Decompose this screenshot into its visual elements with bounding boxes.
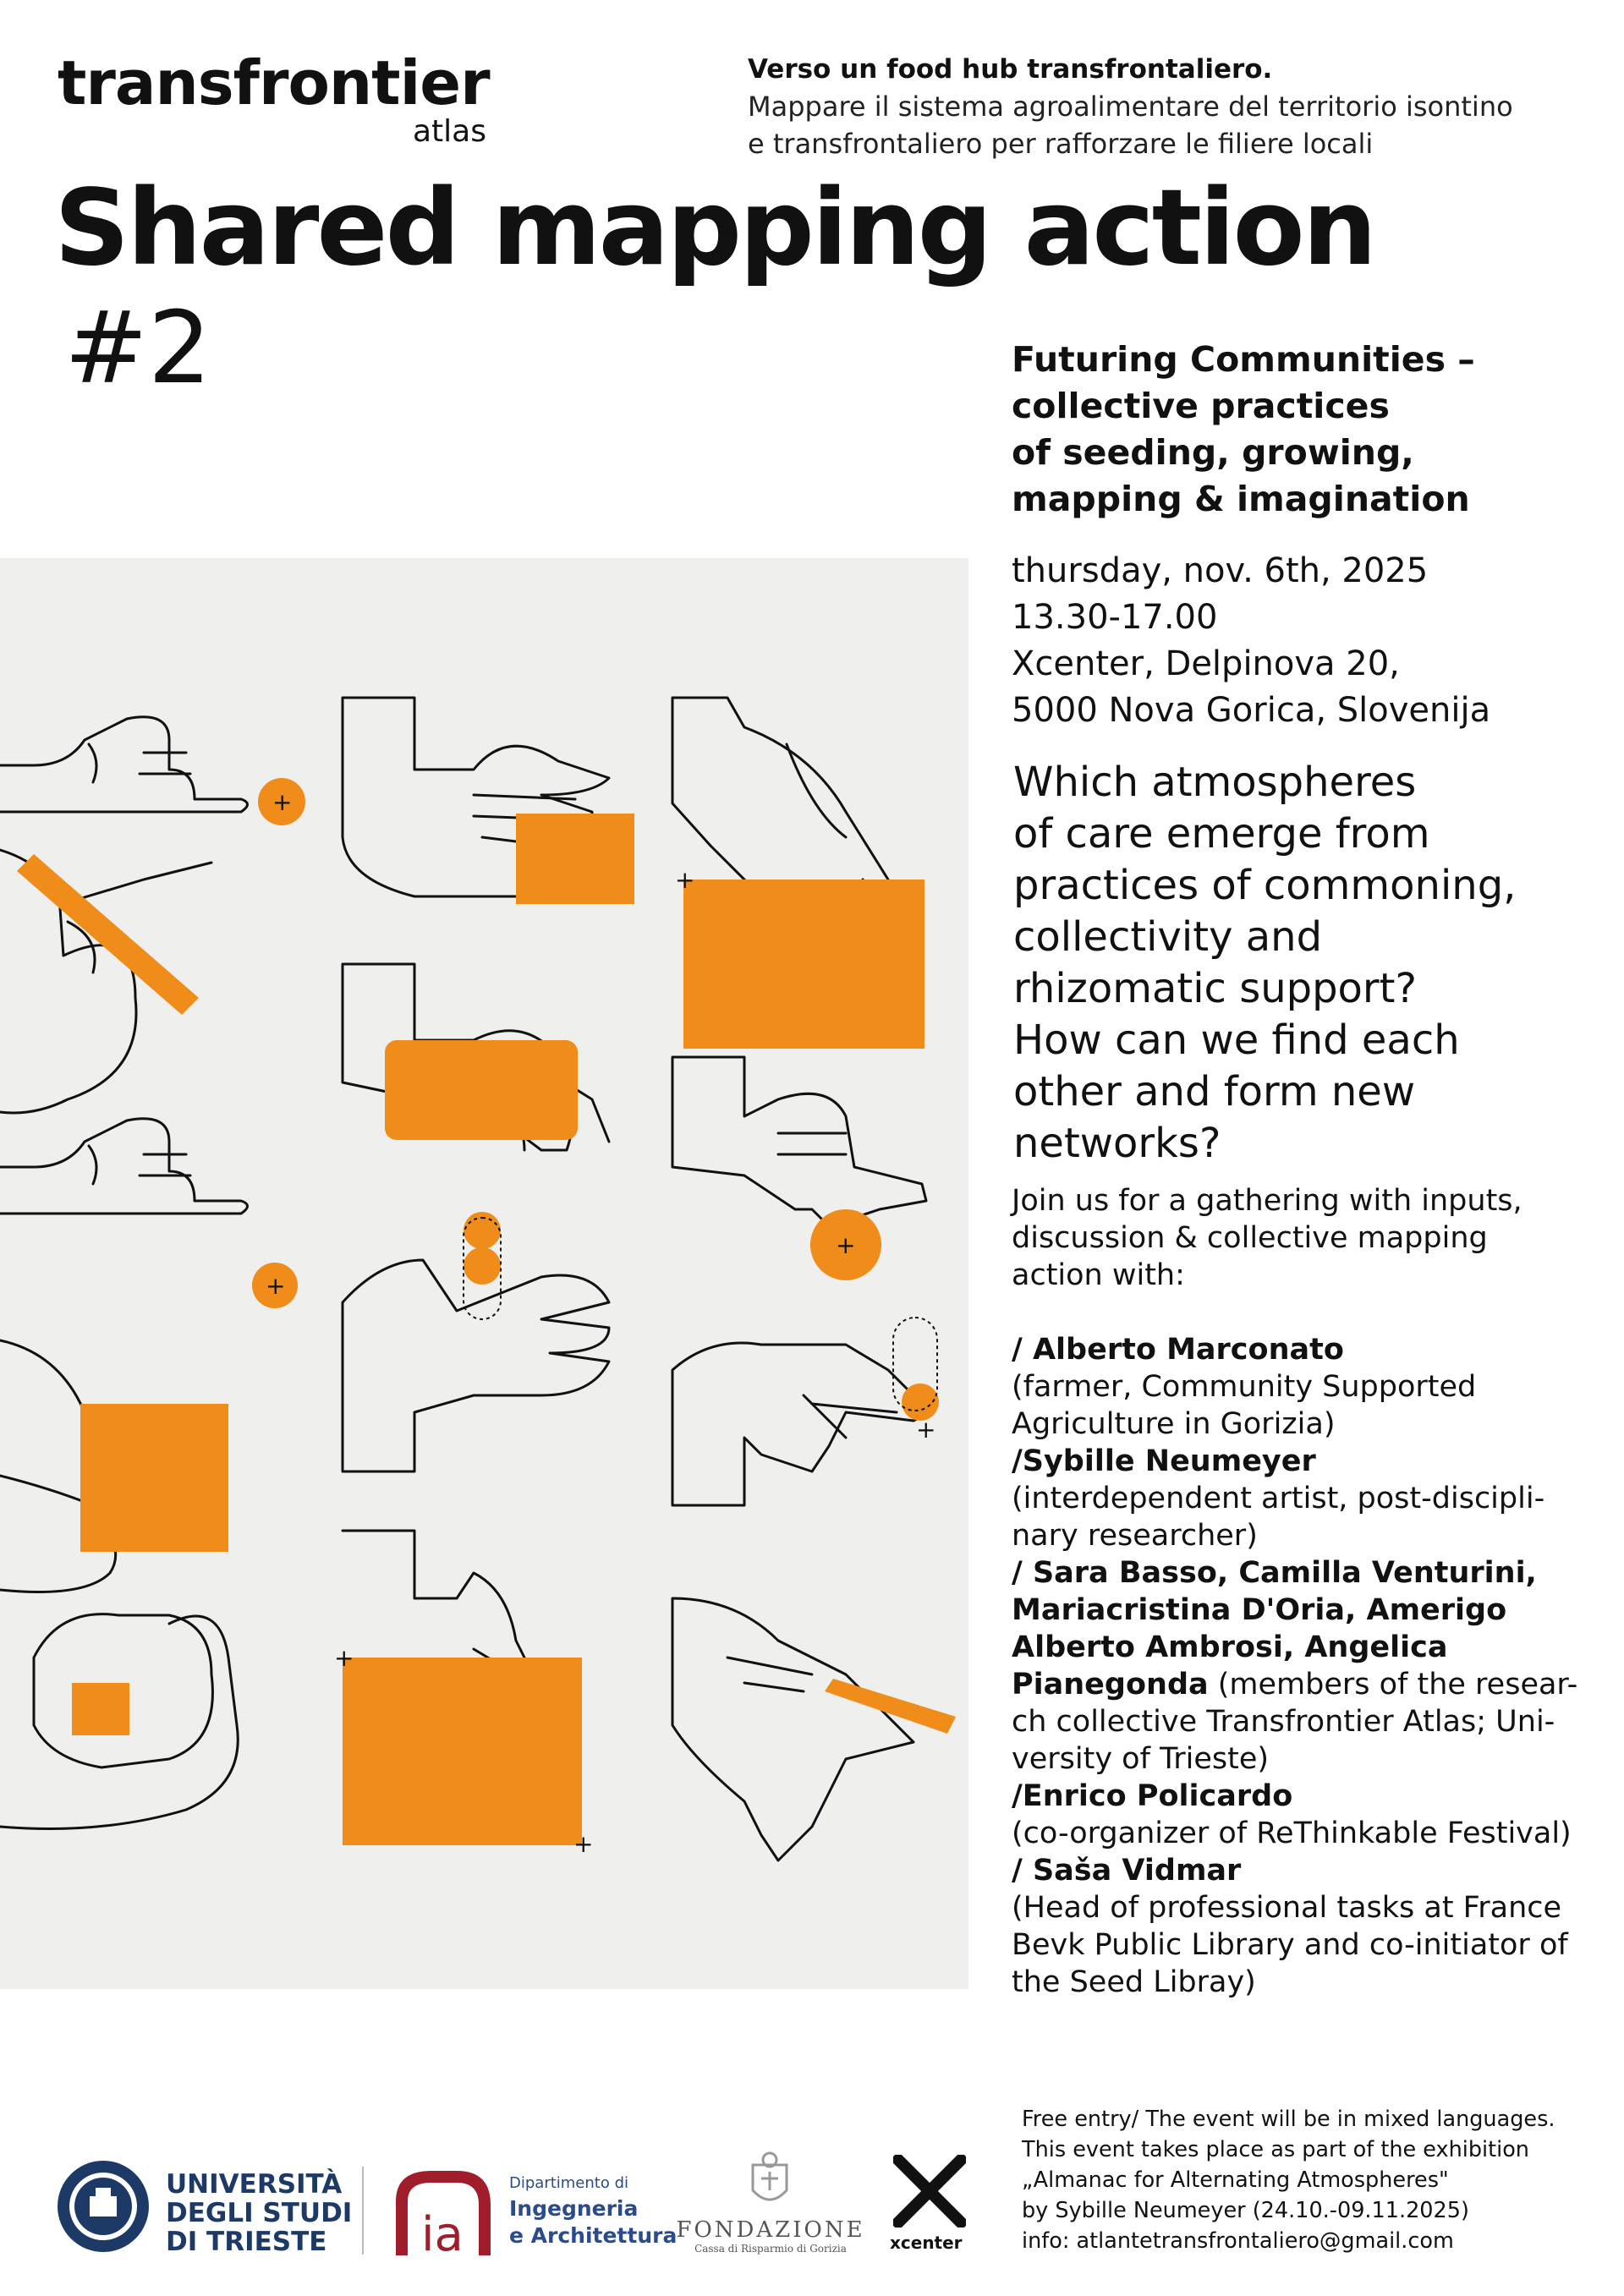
- university-name-line: DI TRIESTE: [166, 2227, 327, 2257]
- hand-outline: [0, 1119, 248, 1214]
- orange-rect: [516, 814, 634, 904]
- question-line: rhizomatic support?: [1013, 965, 1417, 1012]
- question-line: How can we find each: [1013, 1016, 1460, 1064]
- speaker-name: /Enrico Policardo: [1012, 1779, 1293, 1813]
- speaker-desc: versity of Trieste): [1012, 1742, 1270, 1776]
- plus-mark: +: [573, 1830, 594, 1858]
- speaker-desc: (farmer, Community Supported: [1012, 1370, 1477, 1404]
- university-seal-icon: [56, 2159, 151, 2254]
- logo-divider: [362, 2167, 364, 2255]
- hand-outline: [343, 1260, 609, 1471]
- department-bold: e Architettura: [509, 2223, 678, 2248]
- speaker-desc: (interdependent artist, post-discipli-: [1012, 1482, 1545, 1515]
- speaker-name: / Alberto Marconato: [1012, 1333, 1344, 1367]
- speaker-name: / Sara Basso, Camilla Venturini,: [1012, 1556, 1537, 1590]
- speaker-desc: the Seed Libray): [1012, 1965, 1256, 1999]
- orange-rect: [683, 879, 924, 1049]
- orange-pencil: [17, 854, 199, 1015]
- question-line: of care emerge from: [1013, 810, 1430, 858]
- logo-atlas: atlas: [413, 114, 486, 149]
- footer-note: [1022, 2104, 1614, 2256]
- subtitle-line: Futuring Communities –: [1012, 339, 1475, 380]
- speaker-desc: (co-organizer of ReThinkable Festival): [1012, 1817, 1572, 1850]
- hand-outline: [778, 1133, 846, 1154]
- subtitle-line: mapping & imagination: [1012, 479, 1470, 519]
- hand-outline: [672, 1598, 914, 1860]
- orange-rect: [385, 1040, 578, 1140]
- question-line: Which atmospheres: [1013, 759, 1417, 806]
- speaker-desc: ch collective Transfrontier Atlas; Uni-: [1012, 1705, 1555, 1739]
- orange-rect: [80, 1404, 228, 1552]
- university-name-line: UNIVERSITÀ: [166, 2169, 343, 2200]
- speaker-name: Alberto Ambrosi, Angelica: [1012, 1630, 1448, 1664]
- hand-outline: [0, 1476, 93, 1505]
- plus-mark: +: [916, 1416, 936, 1444]
- subtitle: [1012, 337, 1604, 523]
- foundation-subtitle: Cassa di Risparmio di Gorizia: [694, 2243, 847, 2255]
- invite-line: Join us for a gathering with inputs,: [1012, 1184, 1522, 1218]
- hand-outline: [672, 1057, 926, 1226]
- question-line: other and form new: [1013, 1068, 1416, 1115]
- foundation-title: FONDAZIONE: [676, 2217, 865, 2243]
- event-details: [1012, 548, 1604, 734]
- question-line: practices of commoning,: [1013, 862, 1517, 909]
- plus-mark: +: [836, 1231, 856, 1259]
- hand-outline: [89, 744, 190, 782]
- event-date: thursday, nov. 6th, 2025: [1012, 551, 1429, 590]
- subtitle-line: of seeding, growing,: [1012, 432, 1414, 473]
- hand-outline: [0, 717, 248, 812]
- speaker-entry: [1012, 1666, 1604, 1703]
- event-time: 13.30-17.00: [1012, 598, 1218, 637]
- logo-transfrontier: transfrontier: [58, 47, 490, 118]
- hand-outline: [727, 1658, 812, 1691]
- ia-logo-icon: [391, 2167, 494, 2257]
- intro-line: Mappare il sistema agroalimentare del territorio isontino: [748, 90, 1513, 123]
- university-name-line: DEGLI STUDI: [166, 2198, 353, 2228]
- speaker-desc: (Head of professional tasks at France: [1012, 1891, 1562, 1925]
- speaker-desc: nary researcher): [1012, 1519, 1258, 1553]
- hands-illustration: [0, 558, 968, 1989]
- orange-rect: [343, 1658, 582, 1845]
- orange-pencil: [825, 1679, 956, 1734]
- hand-outline: [89, 1146, 190, 1184]
- question-line: collectivity and: [1013, 913, 1323, 961]
- speaker-name: / Saša Vidmar: [1012, 1854, 1242, 1888]
- event-city: 5000 Nova Gorica, Slovenija: [1012, 691, 1491, 730]
- question-line: networks?: [1013, 1120, 1221, 1167]
- foundation-name: [673, 2217, 868, 2255]
- plus-mark: +: [334, 1644, 354, 1672]
- xcenter-logo-icon: [893, 2155, 966, 2228]
- speaker-desc: Agriculture in Gorizia): [1012, 1407, 1336, 1441]
- department-bold: Ingegneria: [509, 2196, 639, 2221]
- ia-logo-text: ia: [421, 2207, 464, 2257]
- speaker-desc: (members of the resear-: [1208, 1668, 1578, 1701]
- invite-line: action with:: [1012, 1258, 1185, 1292]
- note-line: info: atlantetransfrontaliero@gmail.com: [1022, 2228, 1454, 2254]
- note-line: This event takes place as part of the exhibition: [1022, 2137, 1529, 2162]
- plus-mark: +: [266, 1272, 286, 1300]
- speaker-desc: Bevk Public Library and co-initiator of: [1012, 1928, 1568, 1962]
- title-number: #2: [64, 289, 211, 406]
- note-line: Free entry/ The event will be in mixed languages.: [1022, 2107, 1555, 2132]
- plus-mark: +: [675, 866, 695, 894]
- event-venue: Xcenter, Delpinova 20,: [1012, 644, 1400, 683]
- hand-outline: [672, 1343, 930, 1505]
- department-name: [509, 2172, 677, 2249]
- speaker-name: Mariacristina D'Oria, Amerigo: [1012, 1593, 1507, 1627]
- intro-text: [748, 51, 1602, 162]
- invite-line: discussion & collective mapping: [1012, 1221, 1488, 1255]
- university-name: [166, 2170, 352, 2256]
- hands-illustration-svg: [0, 558, 968, 1989]
- foundation-crest-icon: [736, 2148, 804, 2216]
- plus-mark: +: [272, 788, 293, 816]
- speaker-list: [1012, 1331, 1604, 2001]
- hand-outline: [787, 744, 846, 837]
- xcenter-name: xcenter: [890, 2233, 963, 2253]
- intro-title: Verso un food hub transfrontaliero.: [748, 54, 1273, 85]
- subtitle-line: collective practices: [1012, 386, 1390, 426]
- intro-line: e transfrontaliero per rafforzare le filiere locali: [748, 128, 1374, 160]
- speaker-name: Pianegonda: [1012, 1668, 1209, 1701]
- note-line: by Sybille Neumeyer (24.10.-09.11.2025): [1022, 2198, 1469, 2223]
- orange-dot: [464, 1247, 501, 1285]
- orange-rect: [72, 1683, 129, 1735]
- speaker-name: /Sybille Neumeyer: [1012, 1444, 1316, 1478]
- page-title: Shared mapping action: [54, 167, 1374, 289]
- department-small: Dipartimento di: [509, 2174, 629, 2192]
- invite-text: [1012, 1182, 1604, 1294]
- note-line: „Almanac for Alternating Atmospheres": [1022, 2167, 1449, 2193]
- question-block: [1013, 757, 1605, 1170]
